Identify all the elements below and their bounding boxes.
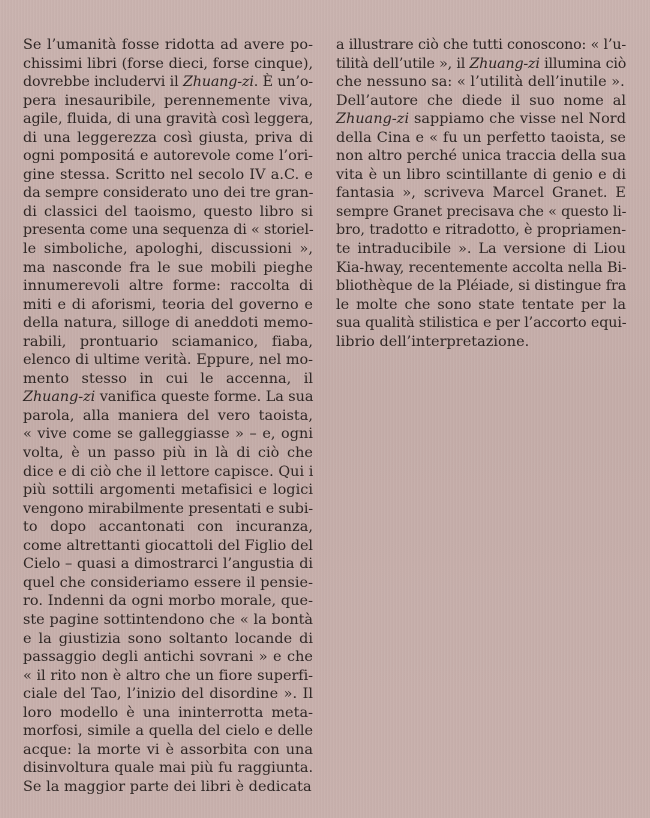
text-line (336, 92, 626, 111)
text-line (23, 648, 313, 667)
text-line (23, 407, 313, 426)
text-run: quel che consideriamo essere il pensie- (23, 574, 313, 591)
text-run: « il rito non è altro che un fiore superfi- (23, 667, 313, 684)
text-line (23, 704, 313, 723)
text-line (23, 92, 313, 111)
text-run: volta, è un passo più in là di ciò che (23, 445, 313, 462)
text-line (23, 73, 313, 92)
text-line (336, 221, 626, 240)
text-line (23, 129, 313, 148)
text-line (23, 147, 313, 166)
text-line (336, 36, 626, 55)
text-line (23, 667, 313, 686)
text-line (336, 147, 626, 166)
text-line (23, 425, 313, 444)
text-run: tilità dell’utile », il (336, 55, 470, 72)
text-run: di classici del taoismo, questo libro si (23, 203, 313, 220)
text-line (23, 277, 313, 296)
text-run: vita è un libro scintillante di genio e di (336, 166, 626, 183)
text-run: Cielo – quasi a dimostrarci l’angustia di (23, 556, 313, 573)
text-run: come altrettanti giocattoli del Figlio del (23, 537, 313, 554)
text-line (23, 388, 313, 407)
text-run: presenta come una sequenza di « storiel- (23, 222, 314, 239)
text-run: Se l’umanità fosse ridotta ad avere po- (23, 37, 313, 53)
text-run: bliothèque de la Pléiade, si distingue fra (336, 278, 627, 295)
text-line (23, 685, 313, 704)
text-line (23, 592, 313, 611)
text-line (23, 221, 313, 240)
text-run: ciale del Tao, l’inizio del disordine ». Il (23, 686, 313, 703)
text-run: innumerevoli altre forme: raccolta di (23, 278, 313, 295)
text-column-right (336, 36, 626, 351)
text-run: le molte che sono state tentate per la (336, 296, 626, 313)
text-line (23, 741, 313, 760)
text-run: bro, tradotto e ritradotto, è propriamen- (336, 222, 627, 239)
text-run: chissimi libri (forse dieci, forse cinque), (23, 55, 313, 72)
text-line (23, 500, 313, 519)
text-run: te intraducibile ». La versione di Liou (336, 241, 626, 258)
text-line (23, 351, 313, 370)
text-run: sappiamo che visse nel Nord (409, 111, 626, 128)
text-line (23, 110, 313, 129)
text-line (336, 277, 626, 296)
text-run: rabili, prontuario sciamanico, fiaba, (23, 333, 313, 350)
text-line (23, 722, 313, 741)
text-run: a illustrare ciò che tutti conoscono: « l’u- (336, 37, 626, 53)
text-run: vanifica queste forme. La sua (95, 389, 314, 406)
text-run: non altro perché unica traccia della sua (336, 148, 626, 165)
italic-title: Zhuang-zi (469, 55, 540, 72)
text-run: acque: la morte vi è assorbita con una (23, 741, 313, 758)
text-run: le simboliche, apologhi, discussioni », (23, 241, 313, 258)
text-run: vengono mirabilmente presentati e subi- (23, 500, 314, 517)
text-line (23, 259, 313, 278)
text-run: dice e di ciò che il lettore capisce. Qui i (23, 463, 314, 480)
text-run: loro modello è una ininterrotta meta- (23, 704, 313, 721)
text-line (23, 778, 313, 797)
text-run: ro. Indenni da ogni morbo morale, que- (23, 593, 313, 610)
text-run: . È un’o- (253, 74, 313, 91)
text-run: mento stesso in cui le accenna, il (23, 370, 313, 387)
text-run: Dell’autore che diede il suo nome al (336, 92, 626, 109)
text-line (23, 370, 313, 389)
text-line (23, 333, 313, 352)
text-run: passaggio degli antichi sovrani » e che (23, 649, 313, 666)
text-line (23, 296, 313, 315)
text-line (23, 203, 313, 222)
text-column-left (23, 36, 313, 796)
italic-title: Zhuang-zi (23, 389, 96, 406)
text-run: di una leggerezza così giusta, priva di (23, 129, 313, 146)
text-run: e la giustizia sono soltanto locande di (23, 630, 313, 647)
text-run: ogni pompositá e autorevole come l’ori- (23, 148, 313, 165)
text-line (336, 73, 626, 92)
text-run: che nessuno sa: « l’utilità dell’inutile ». (336, 74, 625, 91)
text-line (23, 481, 313, 500)
text-run: ma nasconde fra le sue mobili pieghe (23, 259, 313, 276)
text-run: elenco di ultime verità. Eppure, nel mo- (23, 352, 313, 369)
text-run: miti e di aforismi, teoria del governo e (23, 296, 313, 313)
text-run: gine stessa. Scritto nel secolo IV a.C. e (23, 166, 313, 183)
text-line (23, 611, 313, 630)
text-line (23, 166, 313, 185)
text-line (336, 55, 626, 74)
text-run: « vive come se galleggiasse » – e, ogni (23, 426, 313, 443)
text-line (23, 36, 313, 55)
text-run: sua qualità stilistica e per l’accorto equi- (336, 315, 627, 332)
text-line (336, 184, 626, 203)
text-run: to dopo accantonati con incuranza, (23, 519, 313, 536)
text-run: morfosi, simile a quella del cielo e delle (23, 723, 313, 740)
text-line (23, 444, 313, 463)
text-line (336, 110, 626, 129)
text-line (23, 184, 313, 203)
text-run: Se la maggior parte dei libri è dedicata (23, 778, 312, 795)
text-line (23, 55, 313, 74)
text-run: Kia-hway, recentemente accolta nella Bi- (336, 259, 627, 276)
text-line (336, 240, 626, 259)
text-run: librio dell’interpretazione. (336, 333, 530, 350)
text-run: ste pagine sottintendono che « la bontà (23, 611, 313, 628)
text-line (23, 630, 313, 649)
text-run: della natura, silloge di aneddoti memo- (23, 315, 313, 332)
text-line (23, 555, 313, 574)
text-run: pera inesauribile, perennemente viva, (23, 92, 313, 109)
text-run: più sottili argomenti metafisici e logici (23, 482, 313, 499)
text-run: agile, fluida, di una gravità così leggera, (23, 111, 314, 128)
text-line (336, 259, 626, 278)
text-run: sempre Granet precisava che « questo li- (336, 203, 627, 220)
italic-title: Zhuang-zi (336, 111, 410, 128)
text-run: della Cina e « fu un perfetto taoista, se (336, 129, 626, 146)
text-line (336, 314, 626, 333)
text-run: parola, alla maniera del vero taoista, (23, 407, 313, 424)
text-line (23, 574, 313, 593)
text-line (23, 240, 313, 259)
text-run: fantasia », scriveva Marcel Granet. E (336, 185, 626, 202)
text-run: da sempre considerato uno dei tre gran- (23, 185, 314, 202)
text-line (336, 166, 626, 185)
text-line (23, 537, 313, 556)
text-line (336, 333, 626, 352)
text-line (336, 203, 626, 222)
italic-title: Zhuang-zi (183, 74, 254, 91)
text-line (23, 518, 313, 537)
text-run: dovrebbe includervi il (23, 74, 183, 91)
text-line (23, 759, 313, 778)
text-line (23, 314, 313, 333)
text-line (23, 463, 313, 482)
text-run: disinvoltura quale mai più fu raggiunta. (23, 760, 313, 777)
text-line (336, 129, 626, 148)
text-run: illumina ciò (539, 55, 627, 72)
text-line (336, 296, 626, 315)
